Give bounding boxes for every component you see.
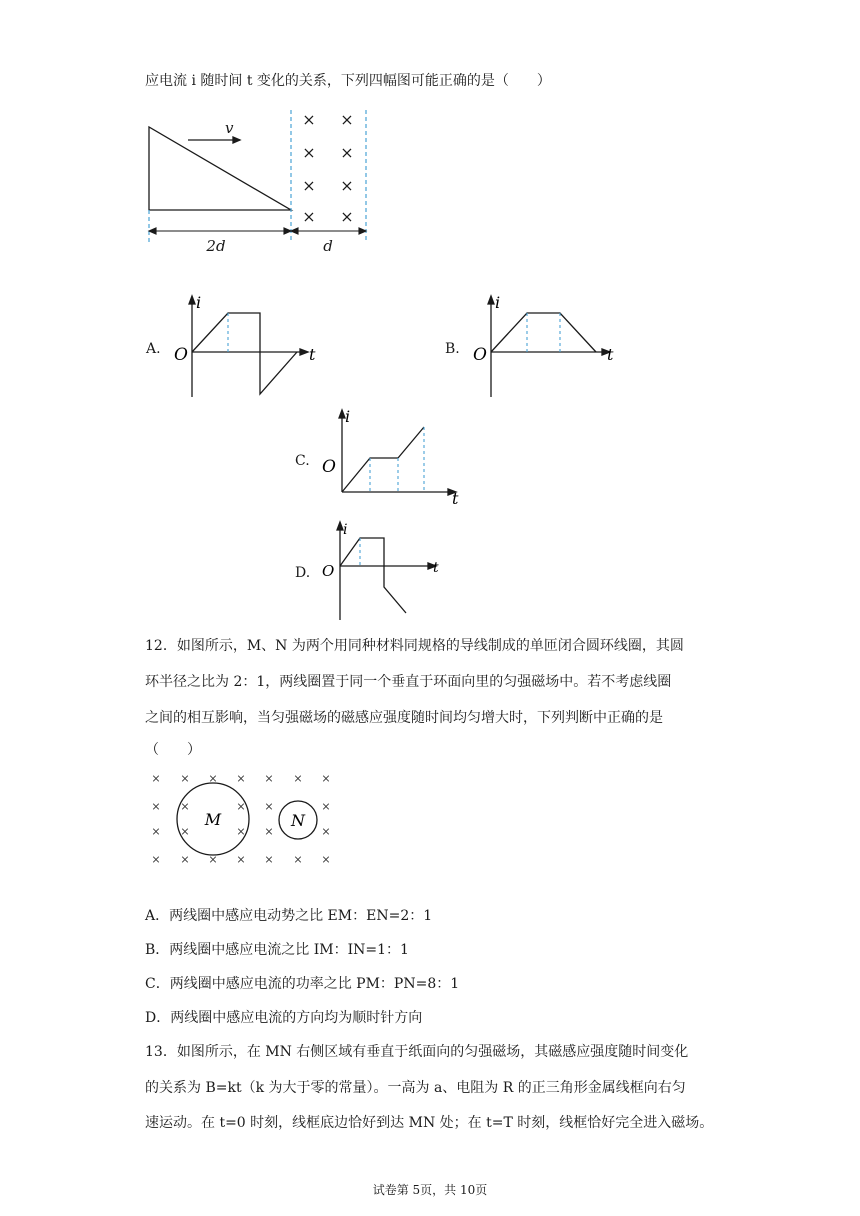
- label-2d: 2d: [206, 237, 226, 255]
- field-mark: ×: [321, 825, 331, 838]
- field-mark: ×: [264, 772, 274, 785]
- field-mark: ×: [151, 825, 161, 838]
- q11-figure: [140, 105, 380, 255]
- q12-stem-line3: 之间的相互影响，当匀强磁场的磁感应强度随时间均匀增大时，下列判断中正确的是: [145, 710, 663, 726]
- q12-stem-line1: 12．如图所示，M、N 为两个用同种材料同规格的导线制成的单匝闭合圆环线圈，其圆: [145, 638, 684, 654]
- field-mark: ×: [264, 853, 274, 866]
- q12-option-b[interactable]: B．两线圈中感应电流之比 IM：IN=1：1: [145, 942, 409, 958]
- field-mark: ×: [302, 207, 316, 226]
- option-b-label[interactable]: B.: [445, 341, 460, 357]
- q12-option-a[interactable]: A．两线圈中感应电动势之比 EM：EN=2：1: [145, 908, 433, 924]
- current-curve: [342, 427, 424, 492]
- page-footer: 试卷第 5页，共 10页: [372, 1183, 488, 1197]
- field-mark: ×: [236, 853, 246, 866]
- q13-stem-line2: 的关系为 B=kt（k 为大于零的常量）。一高为 a、电阻为 R 的正三角形金属线框向右匀: [145, 1080, 686, 1096]
- field-mark: ×: [340, 176, 354, 195]
- field-mark: ×: [151, 853, 161, 866]
- q12-stem-line4: （ ）: [145, 742, 201, 758]
- option-d-graph: [318, 520, 448, 620]
- field-mark: ×: [180, 825, 190, 838]
- q12-option-d[interactable]: D．两线圈中感应电流的方向均为顺时针方向: [145, 1010, 423, 1026]
- field-mark: ×: [208, 853, 218, 866]
- svg-text:O: O: [473, 345, 487, 365]
- current-curve: [340, 538, 406, 613]
- field-mark: ×: [236, 825, 246, 838]
- field-mark: ×: [293, 853, 303, 866]
- field-mark: ×: [180, 772, 190, 785]
- field-mark: ×: [180, 800, 190, 813]
- field-mark: ×: [302, 110, 316, 129]
- field-mark: ×: [264, 800, 274, 813]
- option-c-label[interactable]: C.: [295, 453, 310, 469]
- svg-text:i: i: [196, 293, 202, 312]
- field-mark: ×: [321, 853, 331, 866]
- current-curve: [491, 313, 596, 352]
- option-c-graph: [318, 406, 468, 506]
- q12-figure: [145, 770, 340, 870]
- field-mark: ×: [321, 772, 331, 785]
- label-d: d: [323, 237, 333, 255]
- velocity-label: v: [225, 119, 234, 137]
- field-mark: ×: [340, 110, 354, 129]
- q12-option-c[interactable]: C．两线圈中感应电流的功率之比 PM：PN=8：1: [145, 976, 460, 992]
- field-mark: ×: [236, 772, 246, 785]
- field-mark: ×: [302, 143, 316, 162]
- svg-text:t: t: [433, 560, 439, 576]
- svg-text:O: O: [322, 562, 335, 580]
- field-mark: ×: [151, 772, 161, 785]
- field-mark: ×: [293, 772, 303, 785]
- option-a-graph: [170, 294, 330, 399]
- field-mark: ×: [264, 825, 274, 838]
- ring-n-label: N: [291, 811, 305, 830]
- svg-text:O: O: [174, 345, 188, 365]
- svg-text:O: O: [322, 457, 336, 477]
- svg-text:t: t: [452, 489, 459, 508]
- field-mark: ×: [236, 800, 246, 813]
- svg-text:i: i: [495, 293, 501, 312]
- option-b-graph: [469, 294, 619, 399]
- svg-text:t: t: [309, 345, 316, 364]
- field-mark: ×: [208, 772, 218, 785]
- q13-stem-line3: 速运动。在 t=0 时刻，线框底边恰好到达 MN 处；在 t=T 时刻，线框恰好完全进入磁场。: [145, 1115, 714, 1131]
- option-d-label[interactable]: D.: [295, 565, 311, 581]
- svg-text:t: t: [607, 345, 614, 364]
- q13-stem-line1: 13．如图所示，在 MN 右侧区域有垂直于纸面向的匀强磁场，其磁感应强度随时间变化: [145, 1044, 689, 1060]
- svg-text:i: i: [345, 407, 351, 426]
- ring-m-label: M: [204, 810, 222, 829]
- svg-text:i: i: [343, 522, 348, 538]
- current-curve: [192, 313, 297, 394]
- q11-stem-line1: 应电流 i 随时间 t 变化的关系，下列四幅图可能正确的是（ ）: [145, 73, 551, 89]
- q12-stem-line2: 环半径之比为 2：1，两线圈置于同一个垂直于环面向里的匀强磁场中。若不考虑线圈: [145, 674, 672, 690]
- field-mark: ×: [340, 207, 354, 226]
- field-mark: ×: [340, 143, 354, 162]
- field-mark: ×: [321, 800, 331, 813]
- field-mark: ×: [180, 853, 190, 866]
- option-a-label[interactable]: A.: [146, 341, 161, 357]
- field-mark: ×: [302, 176, 316, 195]
- field-mark: ×: [151, 800, 161, 813]
